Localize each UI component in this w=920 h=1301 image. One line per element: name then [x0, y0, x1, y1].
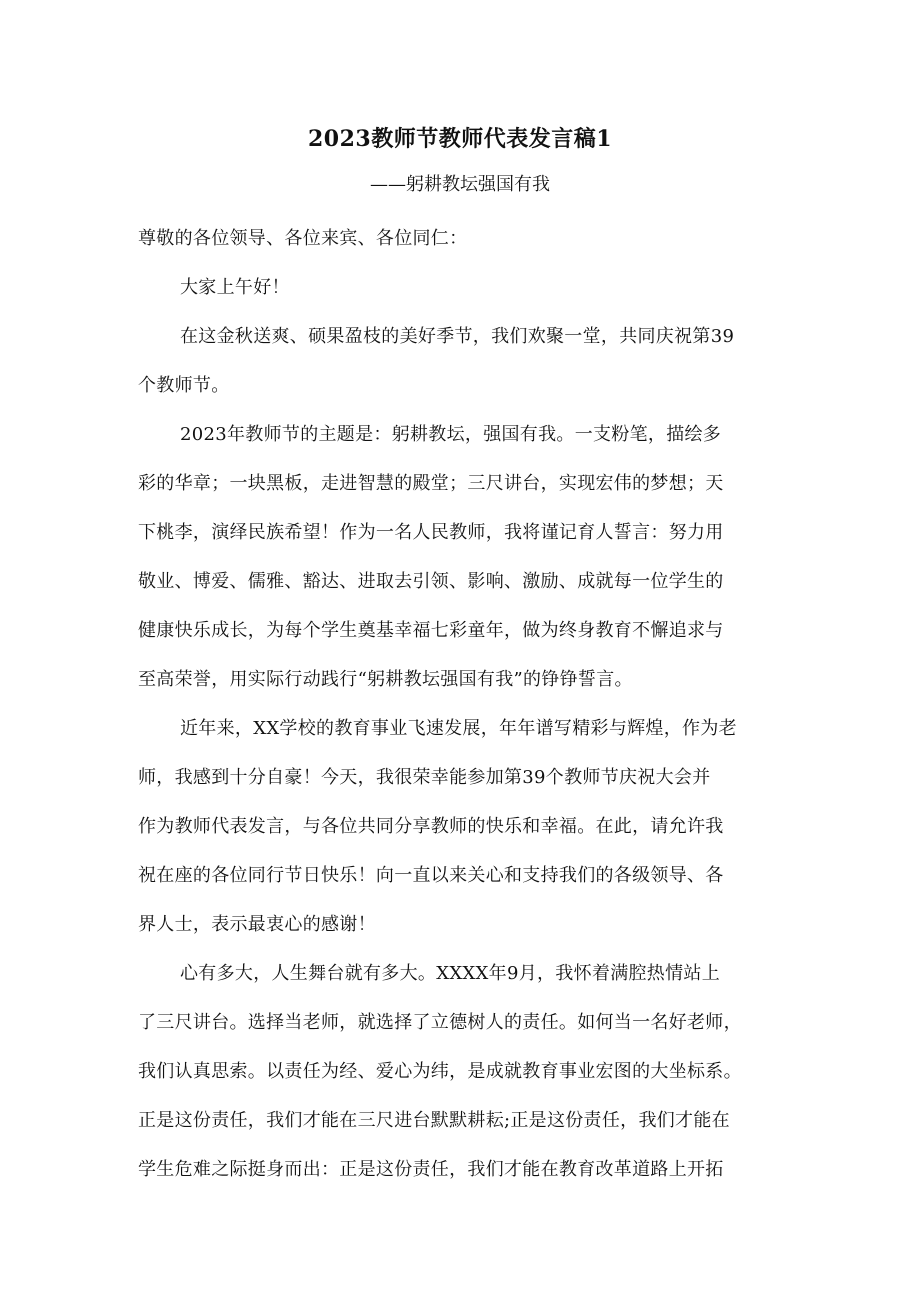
- body-line: 祝在座的各位同行节日快乐！向一直以来关心和支持我们的各级领导、各: [138, 865, 724, 886]
- body-line: 正是这份责任，我们才能在三尺进台默默耕耘;正是这份责任，我们才能在: [138, 1110, 730, 1131]
- body-line: 我们认真思索。以责任为经、爱心为纬，是成就教育事业宏图的大坐标系。: [138, 1061, 742, 1082]
- body-line: 了三尺讲台。选择当老师，就选择了立德树人的责任。如何当一名好老师，: [138, 1012, 742, 1033]
- body-line: 界人士，表示最衷心的感谢！: [138, 914, 376, 935]
- document-body: [138, 214, 788, 1194]
- body-line: 近年来，XX学校的教育事业飞速发展，年年谱写精彩与辉煌，作为老: [180, 718, 737, 739]
- body-line: 作为教师代表发言，与各位共同分享教师的快乐和幸福。在此，请允许我: [138, 816, 724, 837]
- body-line: 尊敬的各位领导、各位来宾、各位同仁：: [138, 228, 468, 249]
- body-line: 学生危难之际挺身而出：正是这份责任，我们才能在教育改革道路上开拓: [138, 1159, 724, 1180]
- body-line: 大家上午好！: [180, 277, 290, 298]
- body-line: 师，我感到十分自豪！今天，我很荣幸能参加第39个教师节庆祝大会并: [138, 767, 711, 788]
- body-line: 下桃李，演绎民族希望！作为一名人民教师，我将谨记育人誓言：努力用: [138, 522, 724, 543]
- document-title: 2023教师节教师代表发言稿1: [307, 126, 613, 152]
- document-subtitle: ——躬耕教坛强国有我: [370, 174, 550, 195]
- body-line: 个教师节。: [138, 375, 230, 396]
- body-line: 在这金秋送爽、硕果盈枝的美好季节，我们欢聚一堂，共同庆祝第39: [180, 326, 735, 347]
- body-line: 2023年教师节的主题是：躬耕教坛，强国有我。一支粉笔，描绘多: [180, 424, 722, 445]
- body-line: 健康快乐成长，为每个学生奠基幸福七彩童年，做为终身教育不懈追求与: [138, 620, 724, 641]
- body-line: 敬业、博爱、儒雅、豁达、进取去引领、影响、激励、成就每一位学生的: [138, 571, 724, 592]
- body-line: 彩的华章；一块黑板，走进智慧的殿堂；三尺讲台，实现宏伟的梦想；天: [138, 473, 724, 494]
- body-line: 至高荣誉，用实际行动践行“躬耕教坛强国有我”的铮铮誓言。: [138, 669, 633, 690]
- body-line: 心有多大，人生舞台就有多大。XXXX年9月，我怀着满腔热情站上: [180, 963, 721, 984]
